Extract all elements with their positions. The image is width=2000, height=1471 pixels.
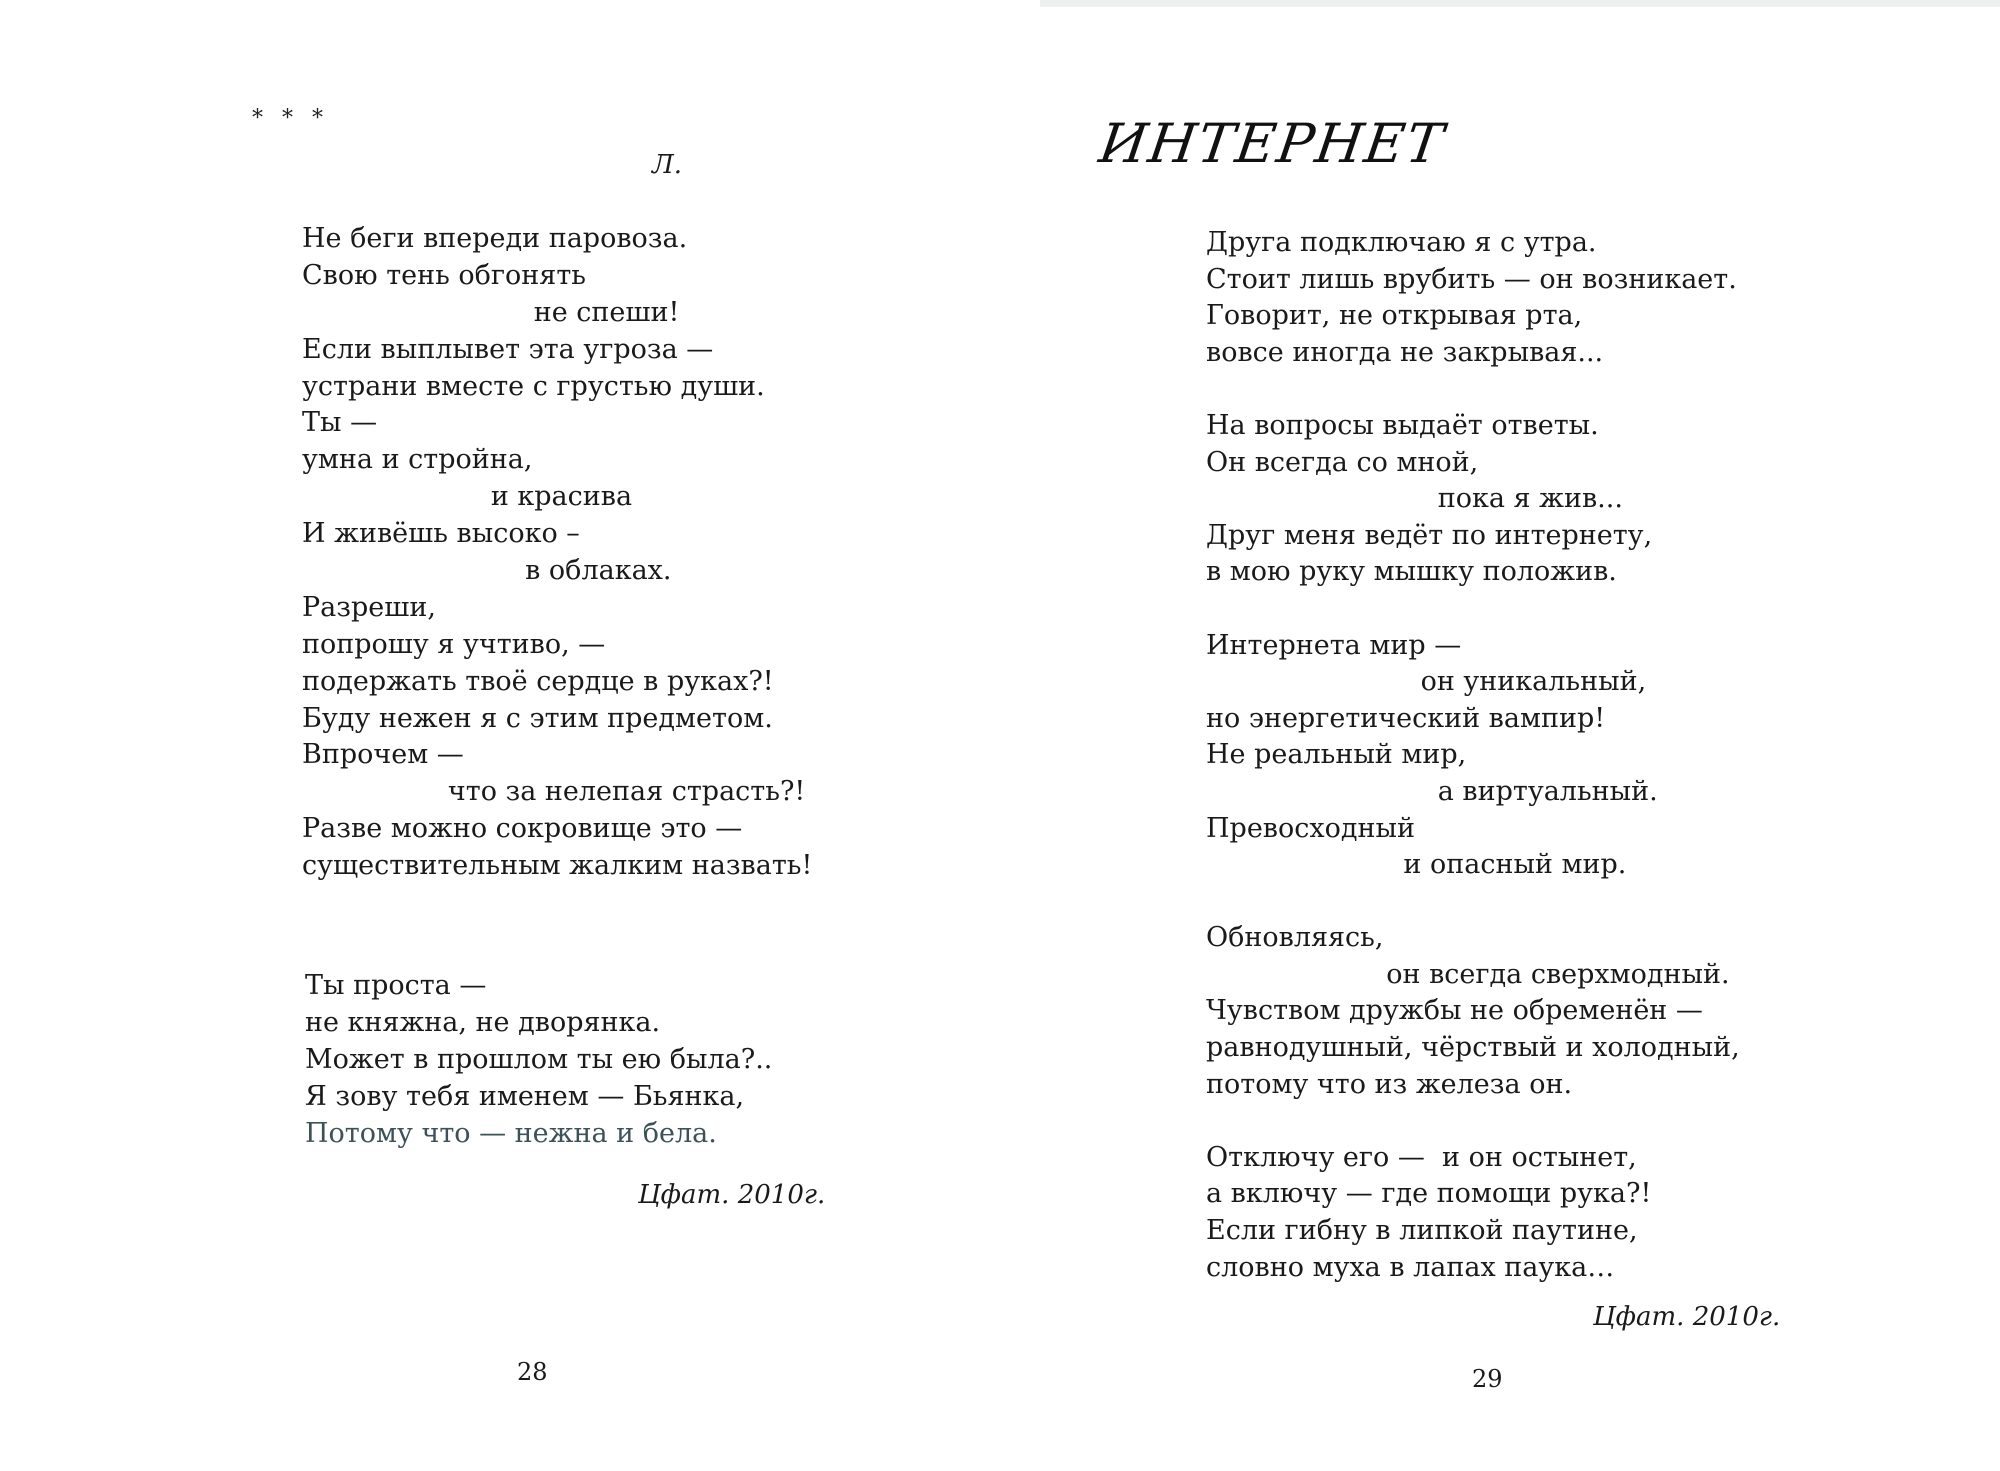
poem-line: не спеши!	[302, 296, 680, 328]
poem-line: Он всегда со мной,	[1206, 446, 1479, 478]
poem-line: но энергетический вампир!	[1206, 702, 1606, 734]
dedication: Л.	[652, 150, 682, 180]
poem-right	[1206, 225, 1740, 1286]
page-number-right: 29	[1472, 1365, 1503, 1393]
poem-line: Потому что — нежна и бела.	[305, 1117, 717, 1149]
poem-line: он всегда сверхмодный.	[1206, 958, 1730, 990]
poem-line: в облаках.	[302, 555, 672, 587]
poem-line: а включу — где помощи рука?!	[1206, 1178, 1652, 1210]
poem-title: ИНТЕРНЕТ	[1095, 112, 1449, 175]
poem-line: и опасный мир.	[1206, 849, 1627, 881]
poem-line: Впрочем —	[302, 739, 464, 771]
poem-line	[1206, 884, 1740, 921]
poem-line: словно муха в лапах паука…	[1206, 1251, 1615, 1283]
poem-left-stanza-2	[305, 968, 772, 1152]
poem-line	[1206, 371, 1740, 408]
poem-line: Обновляясь,	[1206, 922, 1384, 954]
poem-line: Интернета мир —	[1206, 629, 1462, 661]
poem-line: Если выплывет эта угроза —	[302, 333, 714, 365]
poem-line: И живёшь высоко –	[302, 518, 580, 550]
poem-line: Свою тень обгонять	[302, 259, 586, 291]
poem-line: Ты проста —	[305, 970, 487, 1001]
poem-line: устрани вместе с грустью души.	[302, 370, 765, 402]
signature-right: Цфат. 2010г.	[1593, 1302, 1781, 1332]
poem-line: попрошу я учтиво, —	[302, 628, 606, 660]
poem-line: Разреши,	[302, 591, 436, 623]
poem-line: Друг меня ведёт по интернету,	[1206, 519, 1653, 551]
poem-line: Не реальный мир,	[1206, 739, 1467, 771]
poem-line: Разве можно сокровище это —	[302, 813, 743, 845]
poem-left-stanza-1	[302, 221, 812, 885]
poem-line	[1206, 591, 1740, 628]
poem-line: умна и стройна,	[302, 444, 533, 476]
signature-left: Цфат. 2010г.	[638, 1180, 826, 1210]
page-number-left: 28	[517, 1358, 548, 1386]
poem-line: Говорит, не открывая рта,	[1206, 300, 1583, 332]
poem-line: что за нелепая страсть?!	[302, 776, 806, 808]
poem-line: Чувством дружбы не обременён —	[1206, 995, 1703, 1027]
poem-line: Стоит лишь врубить — он возникает.	[1206, 263, 1737, 295]
poem-line: вовсе иногда не закрывая...	[1206, 336, 1604, 368]
poem-line: Может в прошлом ты ею была?..	[305, 1043, 773, 1075]
section-asterisks: * * *	[252, 106, 329, 131]
poem-line: не княжна, не дворянка.	[305, 1006, 661, 1038]
poem-line: Не беги впереди паровоза.	[302, 223, 688, 254]
poem-line: подержать твоё сердце в руках?!	[302, 665, 774, 697]
poem-line: Буду нежен я с этим предметом.	[302, 702, 773, 734]
poem-line: и красива	[302, 481, 633, 513]
poem-line: существительным жалким назвать!	[302, 850, 813, 882]
poem-line: На вопросы выдаёт ответы.	[1206, 409, 1599, 441]
poem-line: пока я жив...	[1206, 483, 1623, 515]
poem-line: Друга подключаю я с утра.	[1206, 227, 1597, 258]
poem-line	[1206, 1103, 1740, 1140]
poem-line: Отключу его — и он остынет,	[1206, 1141, 1637, 1173]
poem-line: Я зову тебя именем — Бьянка,	[305, 1080, 745, 1112]
poem-line: Ты —	[302, 407, 378, 439]
poem-line: он уникальный,	[1206, 666, 1647, 698]
poem-line: Если гибну в липкой паутине,	[1206, 1215, 1638, 1247]
poem-line: в мою руку мышку положив.	[1206, 556, 1617, 588]
poem-line: потому что из железа он.	[1206, 1068, 1573, 1100]
poem-line: равнодушный, чёрствый и холодный,	[1206, 1032, 1740, 1064]
poem-line: Превосходный	[1206, 812, 1415, 844]
poem-line: а виртуальный.	[1206, 775, 1658, 807]
